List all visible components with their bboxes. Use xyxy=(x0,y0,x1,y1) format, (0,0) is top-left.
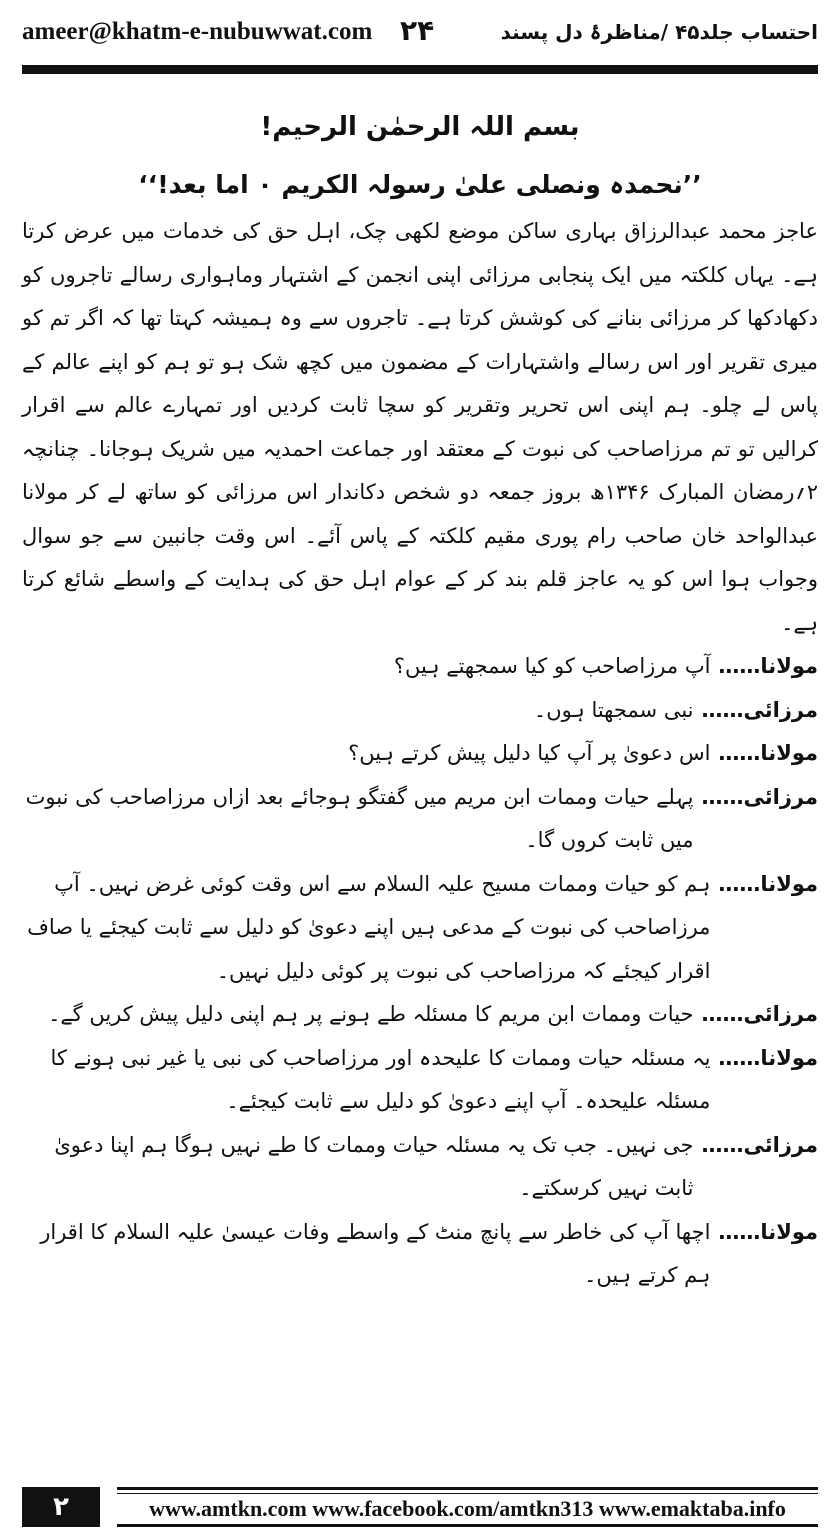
dialogue xyxy=(22,645,818,1298)
page-body xyxy=(22,108,818,1298)
dialogue-line xyxy=(22,863,818,994)
speaker-label: مولانا…… xyxy=(718,741,818,765)
footer-rule-top xyxy=(117,1487,818,1490)
dialogue-line xyxy=(22,645,818,689)
footer-rule-thin xyxy=(117,1493,818,1494)
footer-rule-bottom xyxy=(117,1524,818,1527)
page-header xyxy=(22,14,818,58)
dialogue-line xyxy=(22,689,818,733)
speaker-label: مرزائی…… xyxy=(701,1002,818,1026)
page-footer xyxy=(22,1487,818,1527)
intro-paragraph: عاجز محمد عبدالرزاق بہاری ساکن موضع لکھی چک، اہل حق کی خدمات میں عرض کرتا ہے۔ یہاں کلکتہ میں ایک پنجابی مرزائی اپنی انجمن کے اشتہار وماہواری رسالے تاجروں کو دکھادکھا کر مرزائی بنانے کی کوشش کرتا ہے۔ تاجروں سے وہ ہمیشہ کہتا تھا کہ اگر تم کو میری تقریر اور اس رسالے واشتہارات کے مضمون میں کچھ شک ہو تو ہم کو اپنے عالم کے پاس لے چلو۔ ہم اپنی اس تحریر وتقریر کو سچا ثابت کردیں اور تمہارے عالم سے اقرار کرالیں تو تم مرزاصاحب کی نبوت کے معتقد اور جماعت احمدیہ میں شریک ہوجانا۔ چنانچہ ۲؍رمضان المبارک ۱۳۴۶ھ بروز جمعہ دو شخص دکاندار اس مرزائی کو ساتھ لے کر مولانا عبدالواحد خان صاحب رام پوری مقیم کلکتہ کے پاس آئے۔ اس وقت جانبین سے جو سوال وجواب ہوا اس کو یہ عاجز قلم بند کر کے عوام اہل حق کی ہدایت کے واسطے شائع کرتا ہے۔ xyxy=(22,219,819,635)
speech-text: اچھا آپ کی خاطر سے پانچ منٹ کے واسطے وفات عیسیٰ علیہ السلام کا اقرار ہم کرتے ہیں۔ xyxy=(40,1219,711,1287)
speaker-label: مولانا…… xyxy=(718,654,818,678)
header-book-title: احتساب جلد۴۵ /مناظرۂ دل پسند xyxy=(500,20,818,44)
dialogue-line xyxy=(22,732,818,776)
opening-invocation: ’’نحمدہ ونصلی علیٰ رسولہ الکریم ۰ اما بعد!‘‘ xyxy=(138,170,702,199)
speaker-label: مرزائی…… xyxy=(701,697,818,722)
dialogue-line xyxy=(22,1124,818,1211)
speech-text: ہم کو حیات وممات مسیح علیہ السلام سے اس وقت کوئی غرض نہیں۔ آپ مرزاصاحب کی نبوت کے مدعی ہیں اپنے دعویٰ کو دلیل سے ثابت کیجئے یا صاف اقرار کیجئے کہ مرزاصاحب کی نبوت پر کوئی دلیل نہیں۔ xyxy=(27,871,711,983)
header-email: ameer@khatm-e-nubuwwat.com xyxy=(22,18,373,45)
speech-text: حیات وممات ابن مریم کا مسئلہ طے ہونے پر ہم اپنی دلیل پیش کریں گے۔ xyxy=(48,1002,694,1026)
speaker-label: مولانا…… xyxy=(718,1045,818,1070)
speech-text: پہلے حیات وممات ابن مریم میں گفتگو ہوجائے بعد ازاں مرزاصاحب کی نبوت میں ثابت کروں گا۔ xyxy=(25,784,694,852)
speaker-label: مرزائی…… xyxy=(701,1132,818,1157)
speech-text: اس دعویٰ پر آپ کیا دلیل پیش کرتے ہیں؟ xyxy=(348,741,711,765)
header-rule xyxy=(22,65,818,74)
speech-text: یہ مسئلہ حیات وممات کا علیحدہ اور مرزاصاحب کی نبی یا غیر نبی ہونے کا مسئلہ علیحدہ۔ آپ اپنے دعویٰ کو دلیل سے ثابت کیجئے۔ xyxy=(50,1045,711,1113)
speech-text: جی نہیں۔ جب تک یہ مسئلہ حیات وممات کا طے نہیں ہوگا ہم اپنا دعویٰ ثابت نہیں کرسکتے۔ xyxy=(54,1132,694,1200)
dialogue-line xyxy=(22,993,818,1037)
speaker-label: مولانا…… xyxy=(718,871,818,896)
footer-urls: www.amtkn.com www.facebook.com/amtkn313 www.emaktaba.info xyxy=(149,1496,786,1521)
dialogue-line xyxy=(22,776,818,863)
dialogue-line xyxy=(22,1211,818,1298)
bismillah-heading: بسم اللہ الرحمٰن الرحیم! xyxy=(260,112,580,142)
speech-text: نبی سمجھتا ہوں۔ xyxy=(533,697,694,722)
speech-text: آپ مرزاصاحب کو کیا سمجھتے ہیں؟ xyxy=(393,654,711,678)
header-page-number: ۲۴ xyxy=(400,14,435,47)
speaker-label: مولانا…… xyxy=(718,1219,818,1244)
footer-page-box: ۲ xyxy=(22,1487,100,1527)
speaker-label: مرزائی…… xyxy=(701,784,818,809)
dialogue-line xyxy=(22,1037,818,1124)
